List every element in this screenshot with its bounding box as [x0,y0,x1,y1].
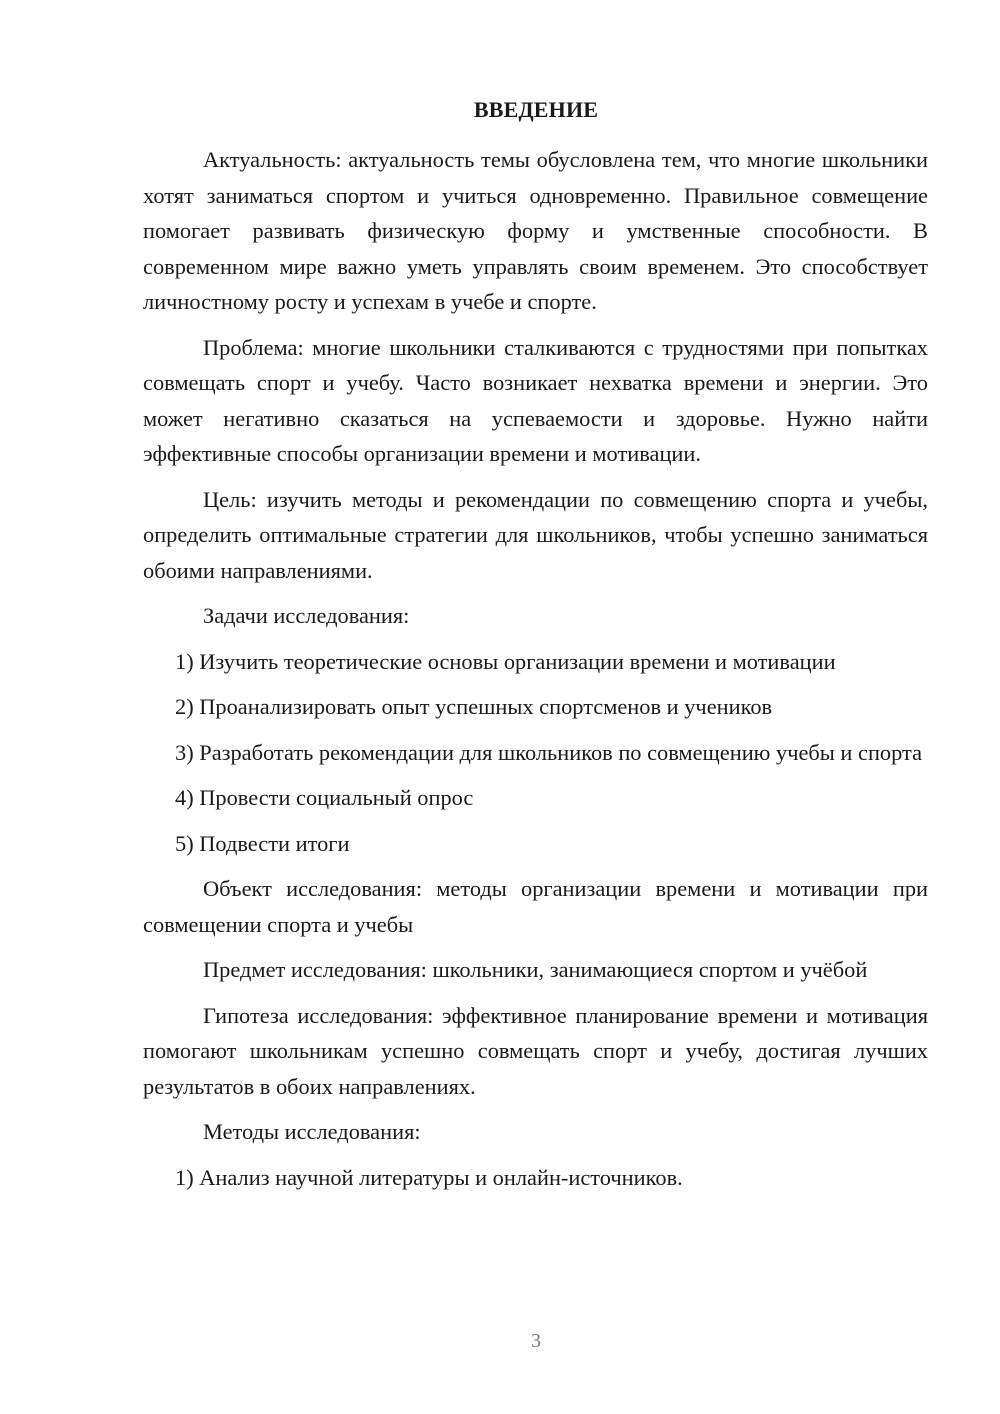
method-item: 1) Анализ научной литературы и онлайн-источников. [175,1164,683,1190]
goal-paragraph: Цель: изучить методы и рекомендации по совмещению спорта и учебы, определить оптимальные стратегии для школьников, чтобы успешно заниматься обоими направлениями. [143,486,928,583]
tasks-heading: Задачи исследования: [203,603,410,628]
object-paragraph: Объект исследования: методы организации времени и мотивации при совмещении спорта и учебы [143,876,928,937]
task-item: 4) Провести социальный опрос [175,785,474,810]
subject-paragraph: Предмет исследования: школьники, занимающиеся спортом и учёбой [203,957,868,982]
page-number: 3 [531,1330,541,1352]
problem-paragraph: Проблема: многие школьники сталкиваются с трудностями при попытках совмещать спорт и учебу. Часто возникает нехватка времени и энергии. Это может негативно сказаться на успеваемости и здоровье. Нужно найти эффективные способы организации времени и мотивации. [143,334,928,466]
task-item: 1) Изучить теоретические основы организации времени и мотивации [175,648,836,674]
relevance-paragraph: Актуальность: актуальность темы обусловлена тем, что многие школьники хотят заниматься спортом и учиться одновременно. Правильное совмещение помогает развивать физическую форму и умственные способности. В современном мире важно уметь управлять своим временем. Это способствует личностному росту и успехам в учебе и спорте. [143,147,928,314]
task-item: 3) Разработать рекомендации для школьников по совмещению учебы и спорта [175,739,923,765]
section-heading: ВВЕДЕНИЕ [473,97,599,122]
methods-heading: Методы исследования: [203,1119,421,1144]
task-item: 5) Подвести итоги [175,830,350,856]
body-text [143,142,928,1205]
task-item: 2) Проанализировать опыт успешных спортсменов и учеников [175,694,773,719]
hypothesis-paragraph: Гипотеза исследования: эффективное планирование времени и мотивация помогают школьникам успешно совмещать спорт и учебу, достигая лучших результатов в обоих направлениях. [143,1002,928,1099]
